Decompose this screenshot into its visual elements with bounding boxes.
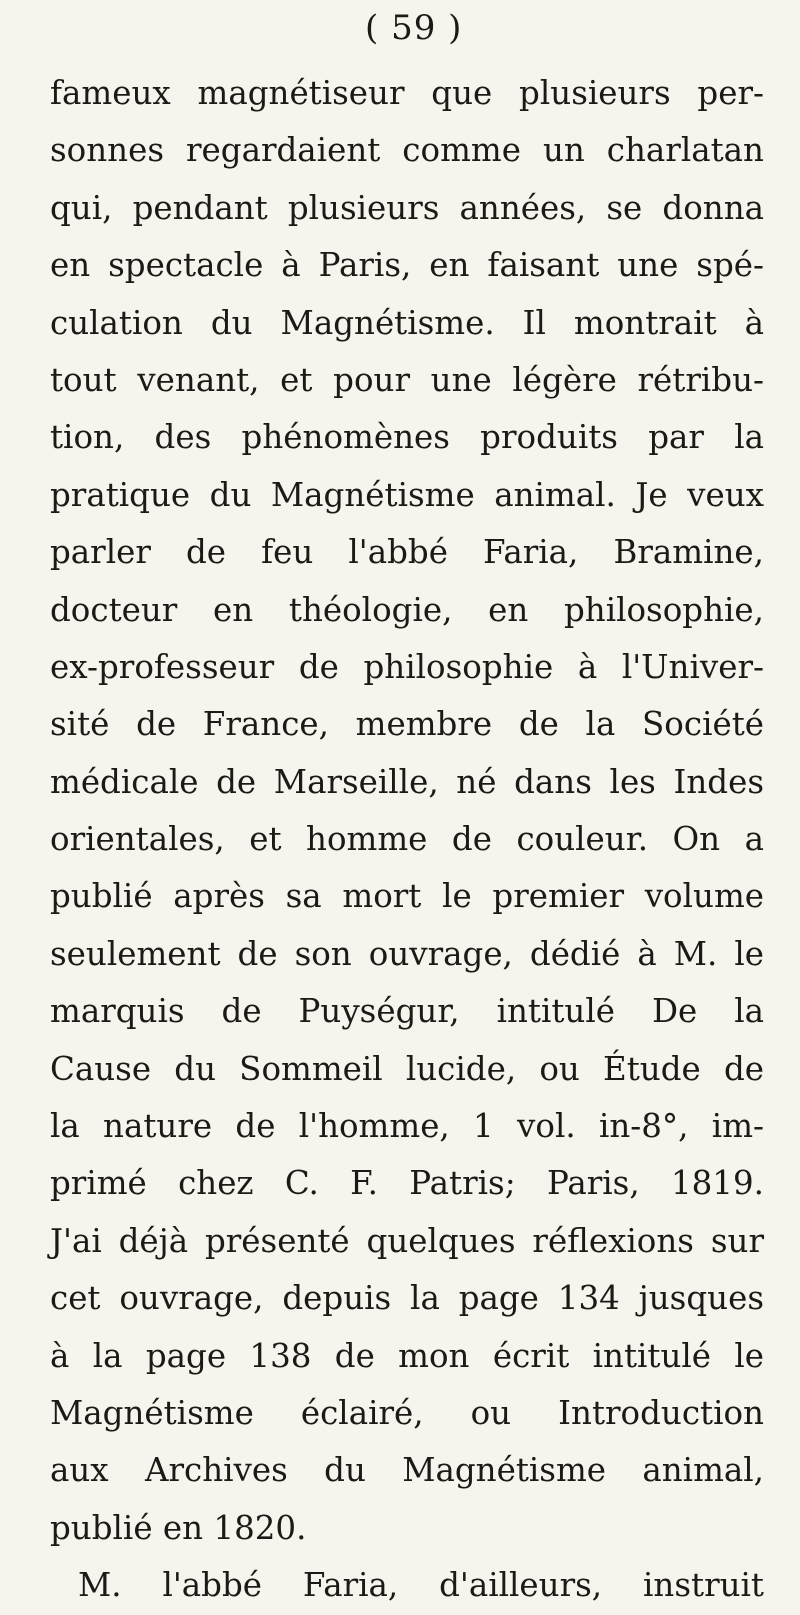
- text-line: culation du Magnétisme. Il montrait à: [50, 303, 764, 342]
- text-line: Magnétisme éclairé, ou Introduction: [50, 1393, 764, 1432]
- text-line: en spectacle à Paris, en faisant une spé-: [50, 246, 764, 285]
- text-line: qui, pendant plusieurs années, se donna: [50, 188, 764, 227]
- text-line: J'ai déjà présenté quelques réflexions sur: [50, 1221, 764, 1260]
- text-line: fameux magnétiseur que plusieurs per-: [50, 74, 764, 112]
- text-line: Cause du Sommeil lucide, ou Étude de: [50, 1049, 764, 1088]
- text-line: sité de France, membre de la Société: [50, 705, 764, 744]
- text-line: publié en 1820.: [50, 1508, 307, 1547]
- text-line: parler de feu l'abbé Faria, Bramine,: [50, 533, 764, 572]
- body-text: [50, 65, 764, 1615]
- text-line: pratique du Magnétisme animal. Je veux: [50, 475, 764, 514]
- text-line: primé chez C. F. Patris; Paris, 1819.: [50, 1164, 764, 1203]
- text-line: à la page 138 de mon écrit intitulé le: [50, 1336, 764, 1375]
- text-line: seulement de son ouvrage, dédié à M. le: [50, 934, 764, 973]
- text-line: cet ouvrage, depuis la page 134 jusques: [50, 1279, 764, 1318]
- text-line: médicale de Marseille, né dans les Indes: [50, 762, 764, 801]
- text-line: docteur en théologie, en philosophie,: [50, 590, 764, 629]
- text-line: publié après sa mort le premier volume: [50, 877, 764, 916]
- text-line: sonnes regardaient comme un charlatan: [50, 131, 764, 170]
- text-line: la nature de l'homme, 1 vol. in-8°, im-: [50, 1107, 764, 1146]
- text-line: M. l'abbé Faria, d'ailleurs, instruit: [78, 1566, 764, 1605]
- text-line: marquis de Puységur, intitulé De la: [50, 992, 764, 1031]
- text-line: tout venant, et pour une légère rétribu-: [50, 360, 764, 399]
- text-line: aux Archives du Magnétisme animal,: [50, 1451, 764, 1490]
- text-line: ex-professeur de philosophie à l'Univer-: [50, 647, 764, 686]
- page-number: ( 59 ): [365, 8, 463, 48]
- text-line: orientales, et homme de couleur. On a: [50, 820, 764, 859]
- text-line: tion, des phénomènes produits par la: [50, 418, 764, 457]
